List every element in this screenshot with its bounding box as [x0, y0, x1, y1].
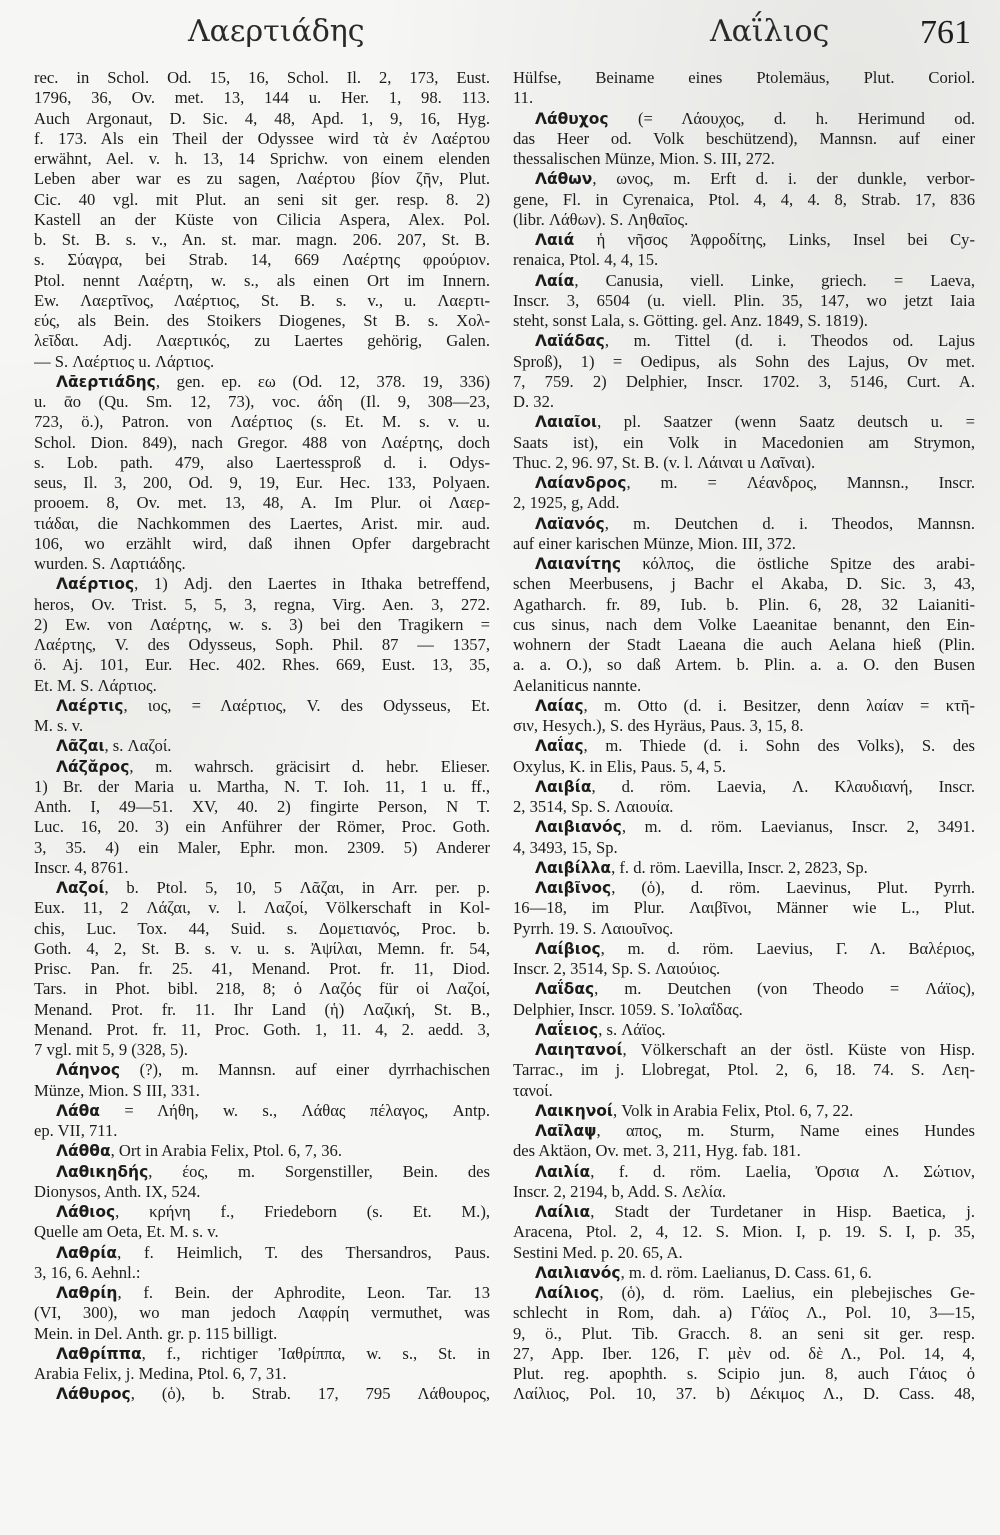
text-line: Aelaniticus nannte.	[513, 675, 642, 695]
entry-headline: Λαιλιανός, m. d. röm. Laelianus, D. Cass. 61, 6.	[535, 1262, 872, 1282]
text-line: Luc. 16, 20. 3) ein Anführer der Römer, Proc. Goth.	[34, 817, 490, 837]
text-line: — S. Λαέρτιος u. Λάρτιος.	[34, 351, 215, 371]
text-line: 2, 1925, g, Add.	[513, 493, 620, 513]
text-line: Aracena, Ptol. 2, 4, 12. S. Mion. I, p. 19. S. I, p. 35,	[513, 1222, 975, 1242]
text-line: f. 173. Als ein Theil der Odyssee wird τὰ ἐν Λαέρτου	[34, 128, 490, 148]
text-line: Auch Argonaut, D. Sic. 4, 48, Apd. 1, 9, 16, Hyg.	[34, 108, 490, 128]
text-line: 9, ö., Plut. Tib. Gracch. 8. an seni sit ger. resp.	[513, 1323, 975, 1343]
text-line: Hülfse, Beiname eines Ptolemäus, Plut. Coriol.	[513, 68, 975, 87]
text-line: ep. VII, 711.	[34, 1121, 118, 1140]
entry-headline: Λαικηνοί, Volk in Arabia Felix, Ptol. 6, 7, 22.	[535, 1100, 854, 1120]
entry-headline: Λαΐας, m. Thiede (d. i. Sohn des Volks), S. des	[535, 736, 975, 756]
entry-headline: Λαιβιανός, m. d. röm. Laevianus, Inscr. 2, 3491.	[535, 817, 975, 837]
headword: Λαιητανοί	[535, 1041, 623, 1059]
text-line: Goth. 4, 2, St. B. s. v. u. s. Ἀψίλαι, Memn. fr. 54,	[34, 938, 490, 958]
text-line: τιάδαι, die Nachkommen des Laertes, Arist. mir. aud.	[34, 513, 490, 533]
headword: Λαΐδας	[535, 980, 595, 999]
text-line: s. Σύαγρα, bei Strab. 14, 669 Λαέρτης φρούριον.	[34, 250, 490, 270]
text-line: Λαίλιος, Pol. 10, 37. b) Δέκιμος Λ., D. Cass. 48,	[513, 1384, 975, 1404]
entry-headline: Λαίλιος, (ὁ), d. röm. Laelius, ein plebejisches Ge-	[535, 1283, 975, 1302]
headword: Λᾱερτιάδης	[56, 372, 156, 391]
text-line: a. a. O.), so daß Artem. b. Plin. a. a. O. den Busen	[513, 655, 975, 675]
headword: Λαίβιος	[535, 939, 601, 958]
entry-headline: Λαίβιος, m. d. röm. Laevius, Γ. Λ. Βαλέριος,	[535, 938, 975, 958]
text-line: chis, Luc. Tox. 44, Suid. s. Δομετιανός, Proc. b.	[34, 918, 490, 938]
text-line: Inscr. 2, 2194, b, Add. S. Λελία.	[513, 1181, 727, 1201]
text-line: Ptol. nennt Λαέρτη, w. s., als einen Ort im Innern.	[34, 270, 490, 290]
text-line: 11.	[513, 88, 534, 108]
text-line: λεῖδαι. Adj. Λαερτικός, zu Laertes gehörig, Galen.	[34, 331, 490, 351]
entry-headline: Λάθιος, κρήνη f., Friedeborn (s. Et. M.),	[56, 1202, 490, 1221]
text-line: Menand. Prot. fr. 11, Proc. Goth. 1, 11. 4, 2. aedd. 3,	[34, 1019, 490, 1039]
text-line: Delphier, Inscr. 1059. S. Ἰολαΐδας.	[513, 999, 743, 1019]
text-line: schen Meerbusens, j Bachr el Akaba, D. Sic. 3, 43,	[513, 574, 975, 594]
headword: Λαιβῖνος	[535, 879, 612, 897]
headword: Λαΐας	[535, 737, 584, 756]
entry-headline: Λαθικηδής, έος, m. Sorgenstiller, Bein. des	[56, 1161, 490, 1181]
text-line: Ew. Λαερτῖνος, Λαέρτιος, St. B. s. v., u. Λαερτι-	[34, 290, 490, 310]
entry-headline: Λαζοί, b. Ptol. 5, 10, 5 Λᾶζαι, in Arr. per. p.	[56, 878, 490, 897]
entry-headline: Λαϊάδας, m. Tittel (d. i. Theodos od. Lajus	[535, 331, 975, 351]
text-line: ö. Aj. 101, Eur. Hec. 402. Rhes. 669, Eust. 13, 35,	[34, 655, 490, 675]
headword: Λαιαῖοι	[535, 413, 598, 432]
text-line: Prisc. Pan. fr. 25. 41, Menand. Prot. fr. 11, Diod.	[34, 959, 490, 978]
headword: Λάθθα	[56, 1142, 111, 1161]
entry-headline: Λαΐδας, m. Deutchen (von Theodo = Λάϊος),	[535, 979, 975, 999]
headword: Λαία	[535, 271, 575, 290]
headword: Λαιβιανός	[535, 818, 622, 837]
text-line: steht, sonst Lala, s. Götting. gel. Anz. 1849, S. 1819).	[513, 311, 868, 330]
text-line: Mein. in Del. Anth. gr. p. 115 billigt.	[34, 1323, 278, 1343]
entry-headline: Λαίλια, Stadt der Turdetaner in Hisp. Baetica, j.	[535, 1202, 975, 1221]
headword: Λαίανδρος	[535, 474, 627, 492]
text-line: 7, 759. 2) Delphier, Inscr. 1702. 3, 5146, Curt. A.	[513, 371, 975, 391]
text-line: s. Lob. path. 479, also Laertessproß d. i. Odys-	[34, 452, 490, 472]
text-line: Et. M. S. Λάρτιος.	[34, 675, 157, 695]
entry-headline: Λάθων, ωνος, m. Erft d. i. der dunkle, verbor-	[535, 169, 975, 189]
entry-headline: Λάθθα, Ort in Arabia Felix, Ptol. 6, 7, 36.	[56, 1141, 342, 1161]
entry-headline: Λάζᾰρος, m. wahrsch. gräcisirt d. hebr. Elieser.	[56, 756, 490, 776]
text-line: schlecht in Rom, dah. a) Γάϊος Λ., Pol. 10, 3—15,	[513, 1303, 975, 1323]
text-line: Oxylus, K. in Elis, Paus. 5, 4, 5.	[513, 756, 726, 776]
headword: Λαιβία	[535, 777, 592, 796]
text-line: Tars. in Phot. bibl. 218, 8; ὁ Λαζός für οἱ Λαζοί,	[34, 979, 490, 999]
text-line: wurden. S. Λαρτιάδης.	[34, 554, 186, 573]
headword: Λάθιος	[56, 1203, 116, 1221]
text-line: rec. in Schol. Od. 15, 16, Schol. Il. 2, 173, Eust.	[34, 68, 490, 87]
headword: Λάζᾰρος	[56, 757, 130, 776]
text-line: gene, Fl. in Cyrenaica, Ptol. 4, 4, 4. 8, Strab. 17, 836	[513, 189, 975, 209]
text-line: Sestini Med. p. 20. 65, A.	[513, 1242, 683, 1262]
entry-headline: Λαιανίτης κόλπος, die östliche Spitze des arabi-	[535, 554, 975, 573]
text-line: (libr. Λάθων). S. Ληθαῖος.	[513, 209, 689, 229]
headword: Λάθυρος	[56, 1385, 131, 1404]
text-line: 2, 3514, Sp. S. Λαιουία.	[513, 797, 674, 816]
entry-headline: Λαέρτις, ιος, = Λαέρτιος, V. des Odysseus, Et.	[56, 695, 490, 715]
headword: Λαθικηδής	[56, 1162, 149, 1181]
headword: Λαθρίη	[56, 1284, 118, 1302]
entry-headline: Λαιητανοί, Völkerschaft an der östl. Küste von Hisp.	[535, 1040, 975, 1059]
text-line: Münze, Mion. S III, 331.	[34, 1080, 200, 1100]
headword: Λαιλιανός	[535, 1263, 621, 1282]
text-line: σιν, Hesych.), S. des Hyräus, Paus. 3, 15, 8.	[513, 716, 804, 735]
text-line: Λαέρτης, V. des Odysseus, Soph. Phil. 87 — 1357,	[34, 635, 490, 654]
text-line: Arabia Felix, j. Medina, Ptol. 6, 7, 31.	[34, 1364, 287, 1383]
text-line: Kastell an der Küste von Cilicia Aspera, Alex. Pol.	[34, 209, 490, 229]
headword: Λάθα	[56, 1101, 100, 1120]
text-line: Plut. reg. apophth. s. Scipio jun. 8, auch Γάιος ὁ	[513, 1364, 975, 1383]
text-line: Anth. I, 49—51. XV, 40. 2) fingirte Person, N T.	[34, 797, 490, 816]
headword: Λαθρίππα	[56, 1344, 142, 1363]
text-line: D. 32.	[513, 392, 555, 411]
text-line: Dionysos, Anth. IX, 524.	[34, 1181, 201, 1201]
headword: Λαΐειος	[535, 1020, 599, 1039]
entry-headline: Λαίας, m. Otto (d. i. Besitzer, denn λαίαν = κτῆ-	[535, 695, 975, 715]
text-line: Leben aber war es zu sagen, Λαέρτου βίον ζῆν, Plut.	[34, 169, 490, 189]
headword: Λαθρία	[56, 1243, 118, 1262]
headword: Λαικηνοί	[535, 1101, 613, 1120]
entry-headline: Λαθρίππα, f., richtiger Ἰαθρίππα, w. s., St. in	[56, 1343, 490, 1363]
headword: Λαίας	[535, 696, 584, 715]
text-line: Tarrac., im j. Llobregat, Ptol. 2, 6, 18. 74. S. Λεη-	[513, 1060, 975, 1080]
text-line: Agatharch. fr. 89, Iub. b. Plin. 6, 28, 32 Laianiti-	[513, 594, 975, 614]
headword: Λάθων	[535, 170, 593, 189]
text-line: das Heer od. Volk beschützend), Mannsn. auf einer	[513, 128, 975, 148]
entry-headline: Λαιβία, d. röm. Laevia, Λ. Κλαυδιανή, Inscr.	[535, 776, 975, 796]
text-line: b. St. B. s. v., An. st. mar. magn. 206. 207, St. B.	[34, 230, 490, 249]
text-line: Thuc. 2, 96. 97, St. B. (v. l. Λάιναι u Λαῖναι).	[513, 452, 816, 472]
entry-headline: Λαΐειος, s. Λάϊος.	[535, 1019, 666, 1039]
text-line: 1796, 36, Ov. met. 13, 144 u. Her. 1, 98. 113.	[34, 88, 490, 108]
text-line: prooem. 8, Ov. met. 13, 48, A. Im Plur. οἱ Λαερ-	[34, 493, 490, 513]
entry-headline: Λαθρίη, f. Bein. der Aphrodite, Leon. Tar. 13	[56, 1283, 490, 1302]
text-line: 3, 35. 4) ein Maler, Ephr. mon. 2309. 5) Anderer	[34, 837, 490, 857]
text-line: des Aktäon, Ov. met. 3, 211, Hyg. fab. 181.	[513, 1141, 801, 1161]
text-line: Inscr. 3, 6504 (u. viell. Plin. 35, 147, wo jetzt Iaia	[513, 290, 975, 310]
headword: Λαζοί	[56, 879, 105, 897]
headword: Λαιβίλλα	[535, 858, 612, 877]
headword: Λαέρτις	[56, 696, 124, 715]
text-line: seus, Il. 3, 200, Od. 9, 19, Eur. Hec. 133, Polyaen.	[34, 473, 490, 492]
text-line: Pyrrh. 19. S. Λαιουῖνος.	[513, 918, 674, 938]
left-column	[34, 68, 490, 1405]
text-line: auf einer karischen Münze, Mion. III, 372.	[513, 533, 796, 553]
text-line: 2) Ew. von Λαέρτης, w. s. 3) bei den Tragikern =	[34, 614, 490, 634]
text-line: thessalischen Münze, Mion. S. III, 272.	[513, 149, 775, 168]
entry-headline: Λαιαῖοι, pl. Saatzer (wenn Saatz deutsch u. =	[535, 412, 975, 432]
entry-headline: Λαιλία, f. d. röm. Laelia, Ὀρσια Λ. Σώτιον,	[535, 1161, 975, 1181]
text-line: wohnern der Stadt Laeana die auch Aelana hieß (Plin.	[513, 635, 975, 654]
text-line: εύς, als Bein. des Stoikers Diogenes, St B. s. Χολ-	[34, 311, 490, 330]
entry-headline: Λαιβίλλα, f. d. röm. Laevilla, Inscr. 2, 2823, Sp.	[535, 857, 868, 877]
headword: Λαϊανός	[535, 514, 605, 533]
text-line: Sproß), 1) = Oedipus, als Sohn des Lajus, Ov met.	[513, 351, 975, 371]
text-line: Cic. 40 vgl. mit Plut. an seni sit ger. resp. 8. 2)	[34, 189, 490, 209]
headword: Λαέρτιος	[56, 575, 135, 594]
headword: Λαιλία	[535, 1162, 591, 1181]
entry-headline: Λαίανδρος, m. = Λέανδρος, Mannsn., Inscr.	[535, 473, 975, 492]
text-line: u. ᾱο (Qu. Sm. 12, 73), voc. άδη (Il. 9, 308—23,	[34, 392, 490, 411]
entry-headline: Λαία, Canusia, viell. Linke, griech. = Laeva,	[535, 270, 975, 290]
entry-headline: Λαιβῖνος, (ὁ), d. röm. Laevinus, Plut. Pyrrh.	[535, 878, 975, 897]
text-line: τανοί.	[513, 1080, 553, 1100]
left-running-headword: Λαερτιάδης	[188, 14, 365, 49]
entry-headline: Λαῖλαψ, απος, m. Sturm, Name eines Hundes	[535, 1121, 975, 1140]
entry-headline: Λαιά ἡ νῆσος Ἀφροδίτης, Links, Insel bei Cy-	[535, 230, 975, 249]
text-line: 16—18, im Plur. Λαιβῖνοι, Männer wie L., Plut.	[513, 898, 975, 918]
page-header	[0, 14, 1000, 54]
text-line: 723, ö.), Patron. von Λαέρτιος (s. Et. M. s. v. u.	[34, 412, 490, 432]
text-line: renaica, Ptol. 4, 4, 15.	[513, 250, 659, 270]
right-running-headword: Λαΐλιος	[710, 14, 830, 49]
text-line: Inscr. 4, 8761.	[34, 857, 129, 877]
text-line: cus sinus, nach dem Volke Laeanitae benannt, den Ein-	[513, 614, 975, 634]
text-line: Inscr. 2, 3514, Sp. S. Λαιούιος.	[513, 959, 721, 978]
text-line: 3, 16, 6. Aehnl.:	[34, 1262, 141, 1282]
text-line: 7 vgl. mit 5, 9 (328, 5).	[34, 1040, 188, 1059]
entry-headline: Λᾱερτιάδης, gen. ep. εω (Od. 12, 378. 19, 336)	[56, 371, 490, 391]
headword: Λάθυχος	[535, 109, 609, 128]
headword: Λᾶζαι	[56, 737, 105, 756]
text-line: Menand. Prot. fr. 11. Ihr Land (ἡ) Λαζική, St. B.,	[34, 999, 490, 1019]
text-line: M. s. v.	[34, 716, 84, 735]
headword: Λαιά	[535, 231, 575, 249]
entry-headline: Λαθρία, f. Heimlich, T. des Thersandros, Paus.	[56, 1242, 490, 1262]
page-number: 761	[920, 14, 971, 51]
entry-headline: Λᾶζαι, s. Λαζοί.	[56, 736, 172, 756]
headword: Λαϊάδας	[535, 332, 605, 351]
headword: Λάηνος	[56, 1061, 121, 1080]
text-line: Schol. Dion. 849), nach Gregor. 488 von Λαέρτης, doch	[34, 432, 490, 452]
entry-headline: Λαέρτιος, 1) Adj. den Laertes in Ithaka betreffend,	[56, 574, 490, 594]
entry-headline: Λάθα = Λήθη, w. s., Λάθας πέλαγος, Antp.	[56, 1100, 490, 1120]
text-line: 4, 3493, 15, Sp.	[513, 837, 618, 857]
entry-headline: Λάθυρος, (ὁ), b. Strab. 17, 795 Λάθουρος,	[56, 1384, 490, 1404]
text-line: 1) Br. der Maria u. Martha, N. T. Ioh. 11, 1 u. ff.,	[34, 776, 490, 796]
entry-headline: Λάηνος (?), m. Mannsn. auf einer dyrrhachischen	[56, 1060, 490, 1080]
text-line: 106, wo erzählt wird, daß ihnen Opfer dargebracht	[34, 533, 490, 553]
entry-headline: Λάθυχος (= Λάουχος, d. h. Herimund od.	[535, 108, 975, 128]
headword: Λαίλια	[535, 1203, 591, 1221]
entry-headline: Λαϊανός, m. Deutchen d. i. Theodos, Mannsn.	[535, 513, 975, 533]
text-line: Eux. 11, 2 Λάζαι, v. l. Λαζοί, Völkerschaft in Kol-	[34, 898, 490, 918]
headword: Λαῖλαψ	[535, 1122, 597, 1140]
right-column	[513, 68, 975, 1405]
text-line: (VI, 300), wo man jedoch Λαφρίη vermuthet, was	[34, 1303, 490, 1323]
headword: Λαίλιος	[535, 1284, 600, 1302]
text-line: erwähnt, Ael. v. h. 13, 14 Sprichw. von einem elenden	[34, 149, 490, 168]
text-line: Quelle am Oeta, Et. M. s. v.	[34, 1222, 219, 1242]
text-line: heros, Ov. Trist. 5, 5, 3, regna, Virg. Aen. 3, 272.	[34, 594, 490, 614]
headword: Λαιανίτης	[535, 555, 622, 573]
text-line: Saats ist), ein Volk in Macedonien am Strymon,	[513, 432, 975, 452]
text-line: 27, App. Iber. 126, Γ. μὲν od. δὲ Λ., Pol. 14, 4,	[513, 1343, 975, 1363]
